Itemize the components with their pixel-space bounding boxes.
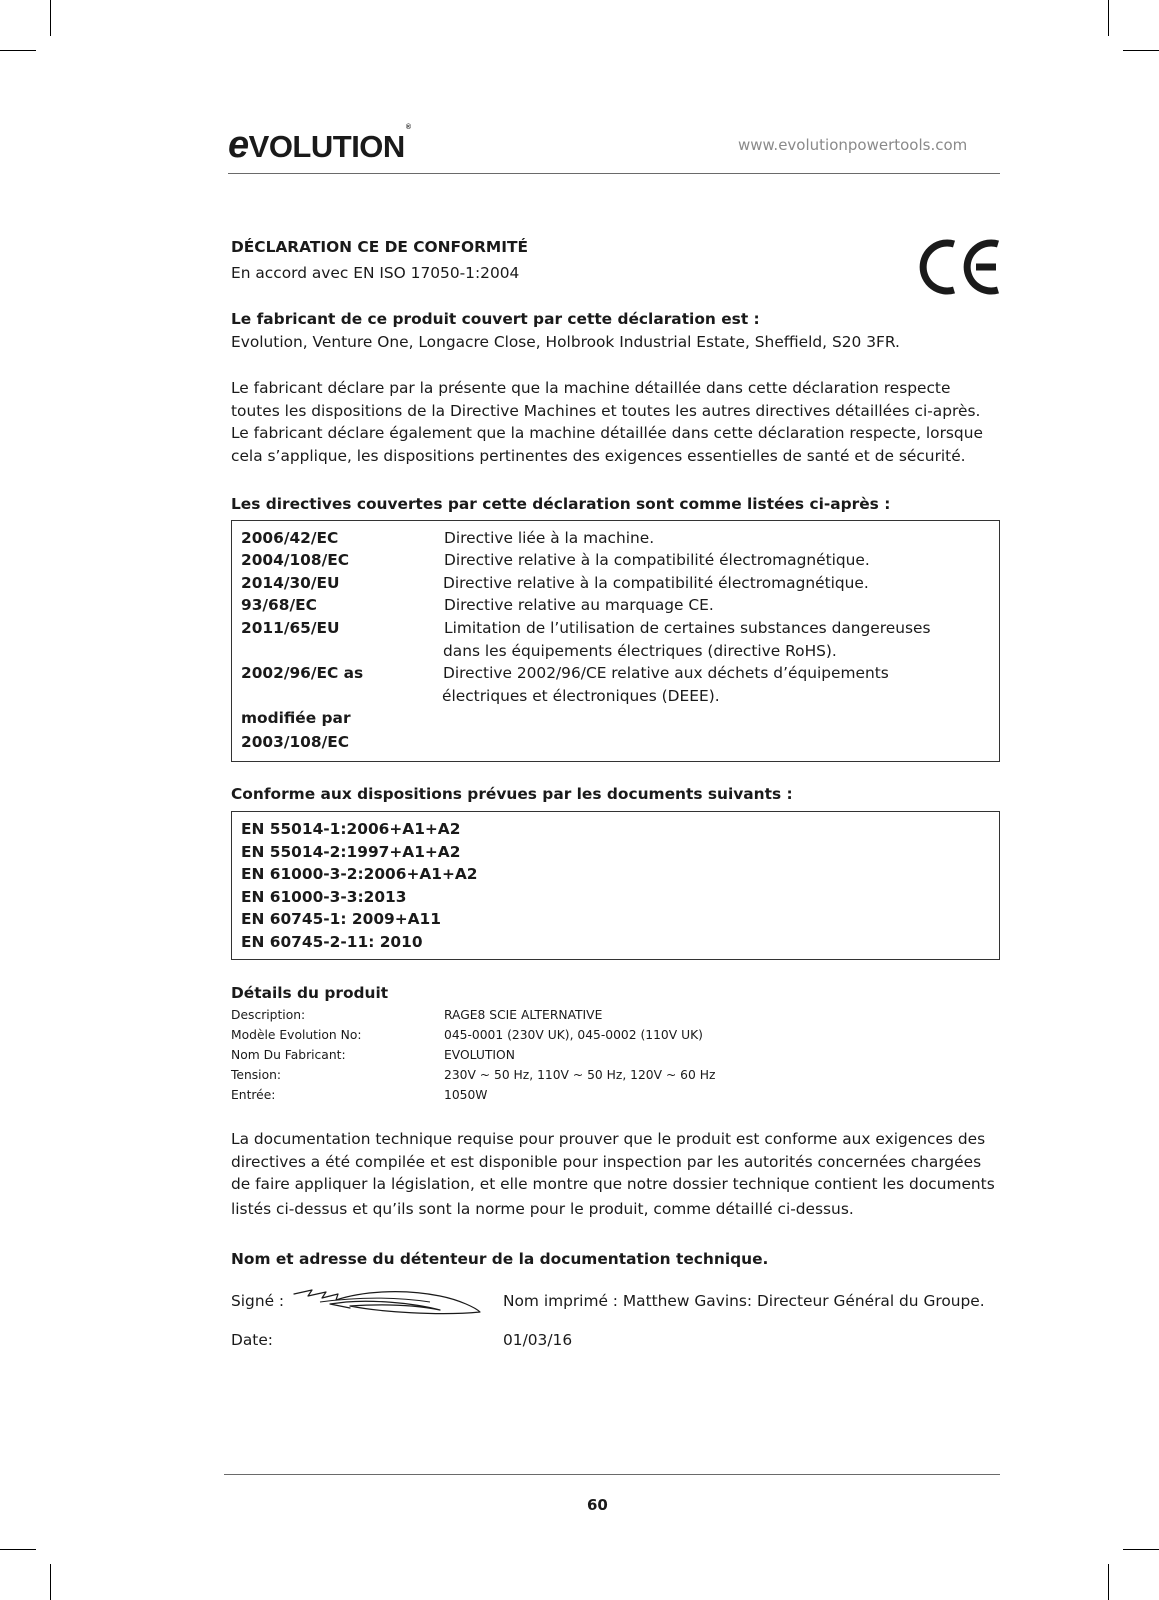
page-number: 60	[587, 1496, 608, 1514]
standard-item: EN 60745-1: 2009+A11	[241, 910, 441, 928]
directive-desc: dans les équipements électriques (directive RoHS).	[443, 642, 837, 660]
directive-code: 2003/108/EC	[241, 733, 350, 751]
crop-mark	[1108, 1564, 1109, 1600]
website-url: www.evolutionpowertools.com	[738, 136, 968, 154]
declaration-title: DÉCLARATION CE DE CONFORMITÉ	[231, 238, 528, 256]
evolution-logo: eVOLUTION®	[228, 124, 411, 166]
product-value: 1050W	[444, 1088, 488, 1102]
crop-mark	[0, 50, 36, 51]
standards-heading: Conforme aux dispositions prévues par les documents suivants :	[231, 785, 793, 803]
product-value: RAGE8 SCIE ALTERNATIVE	[444, 1008, 603, 1022]
standard-item: EN 55014-1:2006+A1+A2	[241, 820, 461, 838]
directive-desc: électriques et électroniques (DEEE).	[442, 687, 720, 705]
documentation-line: listés ci-dessus et qu’ils sont la norme pour le produit, comme détaillé ci-dessus.	[231, 1199, 854, 1218]
date-label: Date:	[231, 1331, 273, 1349]
documentation-line: La documentation technique requise pour prouver que le produit est conforme aux exigences des	[231, 1130, 986, 1148]
signature-image	[290, 1282, 490, 1322]
directive-desc: Directive relative à la compatibilité électromagnétique.	[443, 574, 869, 592]
manufacturer-address: Evolution, Venture One, Longacre Close, Holbrook Industrial Estate, Sheffield, S20 3FR.	[231, 333, 900, 351]
footer-rule	[224, 1474, 1000, 1475]
signed-label: Signé :	[231, 1292, 285, 1310]
product-value: 230V ~ 50 Hz, 110V ~ 50 Hz, 120V ~ 60 Hz	[444, 1068, 716, 1082]
statement-line: toutes les dispositions de la Directive Machines et toutes les autres directives détaillées ci-après.	[231, 401, 981, 420]
standard-item: EN 61000-3-2:2006+A1+A2	[241, 865, 478, 883]
directive-desc: Directive relative à la compatibilité électromagnétique.	[444, 551, 870, 569]
crop-mark	[1123, 1549, 1159, 1550]
crop-mark	[0, 1549, 36, 1550]
crop-mark	[50, 1564, 51, 1600]
directives-heading: Les directives couvertes par cette déclaration sont comme listées ci-après :	[231, 495, 891, 513]
date-value: 01/03/16	[503, 1331, 573, 1349]
product-label: Entrée:	[231, 1088, 276, 1102]
manufacturer-heading: Le fabricant de ce produit couvert par cette déclaration est :	[231, 310, 760, 328]
crop-mark	[1123, 50, 1159, 51]
statement-line: Le fabricant déclare également que la machine détaillée dans cette déclaration respecte, lorsque	[231, 424, 983, 442]
ce-mark-icon	[918, 238, 1002, 296]
header-rule	[228, 173, 1000, 174]
product-label: Modèle Evolution No:	[231, 1028, 362, 1042]
standard-item: EN 55014-2:1997+A1+A2	[241, 843, 461, 861]
directive-code: modifiée par	[241, 709, 351, 727]
directive-code: 2002/96/EC as	[241, 664, 364, 682]
directive-code: 2011/65/EU	[241, 619, 340, 637]
product-label: Tension:	[231, 1068, 282, 1082]
documentation-line: directives a été compilée et est disponible pour inspection par les autorités concernées chargées	[231, 1152, 982, 1171]
statement-paragraph	[231, 377, 983, 467]
product-value: EVOLUTION	[444, 1048, 515, 1062]
declaration-standard: En accord avec EN ISO 17050-1:2004	[231, 264, 520, 282]
directive-desc: Directive liée à la machine.	[444, 529, 655, 547]
statement-line: cela s’applique, les dispositions pertinentes des exigences essentielles de santé et de sécurité.	[231, 446, 966, 465]
directive-code: 2006/42/EC	[241, 529, 339, 547]
product-label: Description:	[231, 1008, 306, 1022]
directive-code: 2004/108/EC	[241, 551, 350, 569]
documentation-line: de faire appliquer la législation, et elle montre que notre dossier technique contient les documents	[231, 1175, 995, 1193]
product-label: Nom Du Fabricant:	[231, 1048, 346, 1062]
directive-code: 2014/30/EU	[241, 574, 340, 592]
product-heading: Détails du produit	[231, 984, 389, 1002]
standard-item: EN 61000-3-3:2013	[241, 888, 407, 906]
statement-line: Le fabricant déclare par la présente que la machine détaillée dans cette déclaration respecte	[231, 379, 951, 397]
holder-heading: Nom et adresse du détenteur de la documentation technique.	[231, 1250, 769, 1268]
crop-mark	[1108, 0, 1109, 36]
documentation-paragraph	[231, 1128, 995, 1220]
product-value: 045-0001 (230V UK), 045-0002 (110V UK)	[444, 1028, 703, 1042]
directive-desc: Directive 2002/96/CE relative aux déchets d’équipements	[443, 664, 889, 682]
directive-desc: Directive relative au marquage CE.	[444, 596, 714, 614]
crop-mark	[50, 0, 51, 36]
standard-item: EN 60745-2-11: 2010	[241, 933, 423, 951]
directive-desc: Limitation de l’utilisation de certaines substances dangereuses	[444, 619, 931, 637]
directive-code: 93/68/EC	[241, 596, 317, 614]
printed-name: Nom imprimé : Matthew Gavins: Directeur Général du Groupe.	[503, 1292, 985, 1310]
